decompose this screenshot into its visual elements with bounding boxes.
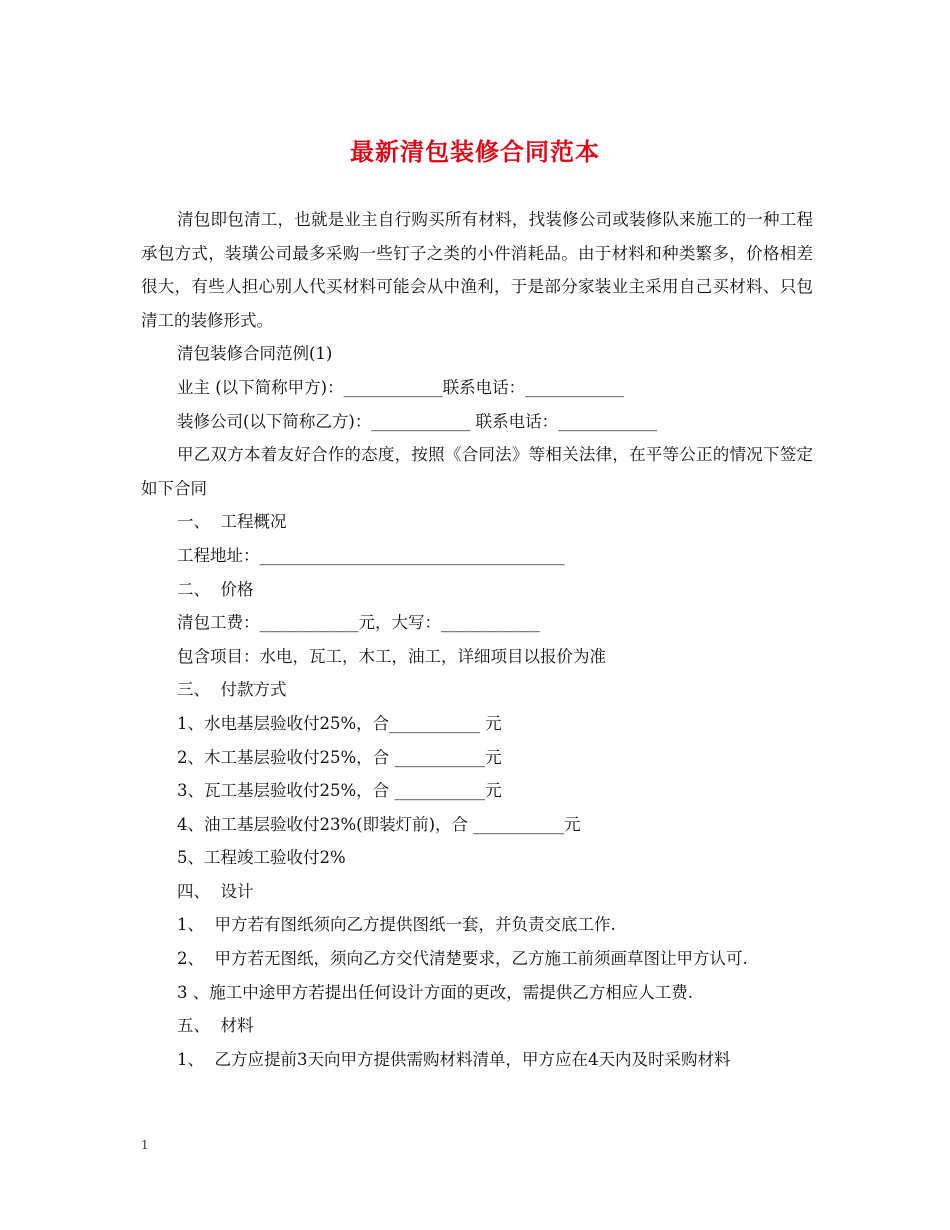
section-1-heading: 一、 工程概况 [177, 512, 287, 532]
party-a-line: 业主 (以下简称甲方)：____________联系电话：____________ [177, 377, 625, 397]
design-item-1: 1、 甲方若有图纸须向乙方提供图纸一套，并负责交底工作. [177, 915, 616, 935]
material-item-1: 1、 乙方应提前3天向甲方提供需购材料清单，甲方应在4天内及时采购材料 [177, 1049, 731, 1069]
section-3-heading: 三、 付款方式 [177, 680, 287, 700]
design-item-2: 2、 甲方若无图纸，须向乙方交代清楚要求，乙方施工前须画草图让甲方认可. [177, 949, 748, 969]
preamble-paragraph: 甲乙双方本着友好合作的态度，按照《合同法》等相关法律，在平等公正的情况下签定如下合同 [141, 445, 813, 498]
design-item-3: 3 、施工中途甲方若提出任何设计方面的更改，需提供乙方相应人工费. [177, 982, 693, 1002]
section-4-heading: 四、 设计 [177, 881, 254, 901]
payment-item-1: 1、水电基层验收付25%，合___________ 元 [177, 713, 502, 733]
section-5-heading: 五、 材料 [177, 1016, 254, 1036]
intro-paragraph: 清包即包清工，也就是业主自行购买所有材料，找装修公司或装修队来施工的一种工程承包方式，装璜公司最多采购一些钉子之类的小件消耗品。由于材料和种类繁多，价格相差很大，有些人担心别人代买材料可能会从中渔利，于是部分家装业主采用自己买材料、只包清工的装修形式。 [141, 210, 813, 330]
payment-item-4: 4、油工基层验收付23%(即装灯前)，合 ___________元 [177, 814, 581, 834]
payment-item-3: 3、瓦工基层验收付25%，合 ___________元 [177, 781, 502, 801]
example-title: 清包装修合同范例(1) [177, 344, 333, 364]
labor-fee-line: 清包工费：____________元，大写：____________ [177, 613, 540, 633]
document-body [141, 203, 813, 1076]
document-title: 最新清包装修合同范本 [350, 138, 600, 166]
project-address-line: 工程地址：_____________________________________ [177, 545, 565, 565]
section-2-heading: 二、 价格 [177, 579, 254, 599]
included-items-line: 包含项目：水电，瓦工，木工，油工，详细项目以报价为准 [177, 646, 606, 666]
party-b-line: 装修公司(以下简称乙方)：____________ 联系电话：____________ [177, 411, 658, 431]
payment-item-2: 2、木工基层验收付25%，合 ___________元 [177, 747, 502, 767]
page-number: 1 [141, 1138, 149, 1152]
payment-item-5: 5、工程竣工验收付2% [177, 848, 346, 868]
